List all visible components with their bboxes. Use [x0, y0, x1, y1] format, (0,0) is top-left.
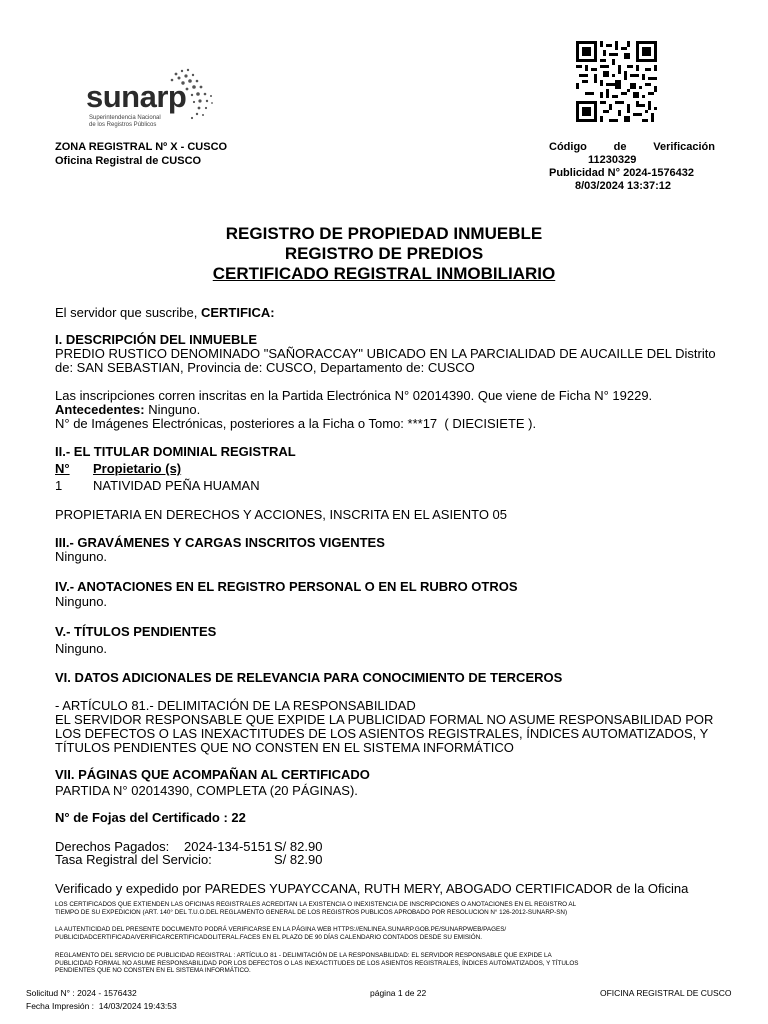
section-4-heading: IV.- ANOTACIONES EN EL REGISTRO PERSONAL O EN EL RUBRO OTROS: [55, 579, 518, 594]
codigo-label-word3: Verificación: [653, 141, 715, 153]
antecedentes-value: Ninguno.: [144, 402, 201, 417]
section-6-line2: EL SERVIDOR RESPONSABLE QUE EXPIDE LA PUBLICIDAD FORMAL NO ASUME RESPONSABILIDAD POR: [55, 712, 714, 727]
fineprint-2-line1: LA AUTENTICIDAD DEL PRESENTE DOCUMENTO PODRÁ VERIFICARSE EN LA PÁGINA WEB HTTPS://ENLINEA.SUNARP.GOB.PE/SUNARPWEB/PAGES/: [55, 926, 507, 933]
tasa-amount: S/ 82.90: [274, 852, 323, 867]
footer-solicitud: Solicitud N° : 2024 - 1576432: [26, 988, 137, 998]
title-registro-predios: REGISTRO DE PREDIOS: [284, 244, 484, 263]
section-5-heading: V.- TÍTULOS PENDIENTES: [55, 624, 217, 639]
fineprint-paragraph-2: [55, 926, 506, 941]
codigo-verificacion-value: 11230329: [588, 154, 637, 166]
section-6-line1: - ARTÍCULO 81.- DELIMITACIÓN DE LA RESPONSABILIDAD: [55, 698, 416, 713]
derechos-label: Derechos Pagados:: [55, 839, 170, 854]
footer-oficina: OFICINA REGISTRAL DE CUSCO: [600, 988, 732, 998]
intro: [55, 305, 275, 320]
intro-certifica: CERTIFICA:: [200, 305, 275, 320]
section-6-line3: LOS DEFECTOS O LAS INEXACTITUDES DE LOS ASIENTOS REGISTRALES, ÍNDICES AUTOMATIZADOS, Y: [55, 726, 709, 741]
owner-col-number: N°: [55, 461, 70, 476]
derechos-number: 2024-134-5151: [184, 839, 273, 854]
fineprint-3-line2: PUBLICIDAD FORMAL NO ASUME RESPONSABILIDAD POR LOS DEFECTOS O LAS INEXACTITUDES DE LOS ASIENTOS REGISTRALES, ÍNDICES AUTOMATIZADOS, Y TÍTULOS: [55, 959, 579, 967]
antecedentes: [55, 402, 200, 417]
owner-col-name: Propietario (s): [93, 461, 182, 476]
codigo-verificacion-label: [549, 141, 715, 154]
logo-subtitle-line2: de los Registros Públicos: [89, 122, 157, 128]
footer-fecha-impresion: Fecha Impresión : 14/03/2024 19:43:53: [26, 1001, 177, 1011]
logo-subtitle: [89, 115, 161, 129]
section-3-value: Ninguno.: [55, 549, 108, 564]
owner-row-name: NATIVIDAD PEÑA HUAMAN: [93, 478, 260, 493]
section-5-value: Ninguno.: [55, 641, 108, 656]
fineprint-3-line3: PENDIENTES QUE NO CONSTEN EN EL SISTEMA INFORMÁTICO.: [55, 967, 251, 975]
inscripciones: Las inscripciones corren inscritas en la Partida Electrónica N° 02014390. Que viene de Ficha N° 19229.: [55, 388, 653, 403]
owner-row-number: 1: [55, 478, 63, 493]
fineprint-paragraph-3: [55, 952, 578, 975]
imagenes-electronicas: N° de Imágenes Electrónicas, posteriores a la Ficha o Tomo: ***17 ( DIECISIETE ).: [55, 416, 537, 431]
qr-code-icon: [576, 41, 657, 122]
publicidad-number: Publicidad N° 2024-1576432: [549, 167, 695, 179]
tasa-label: Tasa Registral del Servicio:: [55, 852, 212, 867]
fojas-certificado: N° de Fojas del Certificado : 22: [55, 810, 246, 825]
zona-registral: ZONA REGISTRAL Nº X - CUSCO: [55, 141, 228, 153]
section-6-heading: VI. DATOS ADICIONALES DE RELEVANCIA PARA CONOCIMIENTO DE TERCEROS: [55, 670, 563, 685]
publicidad-date: 8/03/2024 13:37:12: [575, 180, 672, 192]
title-certificado: [0, 264, 768, 284]
section-3-heading: III.- GRAVÁMENES Y CARGAS INSCRITOS VIGENTES: [55, 535, 385, 550]
footer-page-number: página 1 de 22: [370, 988, 427, 998]
logo-subtitle-line1: Superintendencia Nacional: [89, 115, 161, 121]
logo-brand: sunarp: [86, 79, 187, 114]
fineprint-1-line2: TIEMPO DE SU EXPEDICION (ART. 140° DEL T.U.O.DEL REGLAMENTO GENERAL DE LOS REGISTROS PUBLICOS APROBADO POR RESOLUCION N° 126-2012-SUNARP-SN): [55, 908, 568, 916]
codigo-label-word1: Código: [549, 141, 587, 153]
fineprint-paragraph-1: [55, 901, 576, 916]
section-2-heading: II.- EL TITULAR DOMINIAL REGISTRAL: [55, 444, 296, 459]
codigo-label-word2: de: [613, 141, 627, 153]
fineprint-3-line1: REGLAMENTO DEL SERVICIO DE PUBLICIDAD REGISTRAL : ARTÍCULO 81 - DELIMITACIÓN DE LA RESPONSABILIDAD: EL SERVIDOR RESPONSABLE QUE EXPIDE LA: [55, 952, 552, 959]
section-6-line4: TÍTULOS PENDIENTES QUE NO CONSTEN EN EL SISTEMA INFORMÁTICO: [55, 740, 514, 755]
title-registro-propiedad: REGISTRO DE PROPIEDAD INMUEBLE: [225, 224, 543, 243]
sunarp-logo: [86, 66, 231, 130]
derechos-amount: S/ 82.90: [274, 839, 323, 854]
section-4-value: Ninguno.: [55, 594, 108, 609]
section-7-heading: VII. PÁGINAS QUE ACOMPAÑAN AL CERTIFICADO: [55, 767, 370, 782]
fineprint-2-line2: PUBLICIDADCERTIFICADA/VERIFICARCERTIFICADOLITERAL.FACES EN EL PLAZO DE 90 DÍAS CALENDARIO CONTADOS DESDE SU EMISIÓN.: [55, 933, 482, 941]
title-certificado-text: CERTIFICADO REGISTRAL INMOBILIARIO: [212, 264, 556, 283]
owner-note: PROPIETARIA EN DERECHOS Y ACCIONES, INSCRITA EN EL ASIENTO 05: [55, 507, 508, 522]
oficina-registral: Oficina Registral de CUSCO: [55, 155, 202, 167]
section-1-line1: PREDIO RUSTICO DENOMINADO "SAÑORACCAY" UBICADO EN LA PARCIALIDAD DE AUCAILLE DEL Distrito: [55, 346, 716, 361]
section-1-line2: de: SAN SEBASTIAN, Provincia de: CUSCO, Departamento de: CUSCO: [55, 360, 475, 375]
fineprint-1-line1: LOS CERTIFICADOS QUE EXTIENDEN LAS OFICINAS REGISTRALES ACREDITAN LA EXISTENCIA O INEXISTENCIA DE INSCRIPCIONES O ANOTACIONES EN EL REGISTRO AL: [55, 901, 577, 908]
intro-text: El servidor que suscribe,: [55, 305, 201, 320]
verificado-expedido: Verificado y expedido por PAREDES YUPAYCCANA, RUTH MERY, ABOGADO CERTIFICADOR de la Oficina: [55, 881, 689, 896]
antecedentes-label: Antecedentes:: [55, 402, 145, 417]
section-1-heading: I. DESCRIPCIÓN DEL INMUEBLE: [55, 332, 258, 347]
section-7-value: PARTIDA N° 02014390, COMPLETA (20 PÁGINAS).: [55, 783, 358, 798]
